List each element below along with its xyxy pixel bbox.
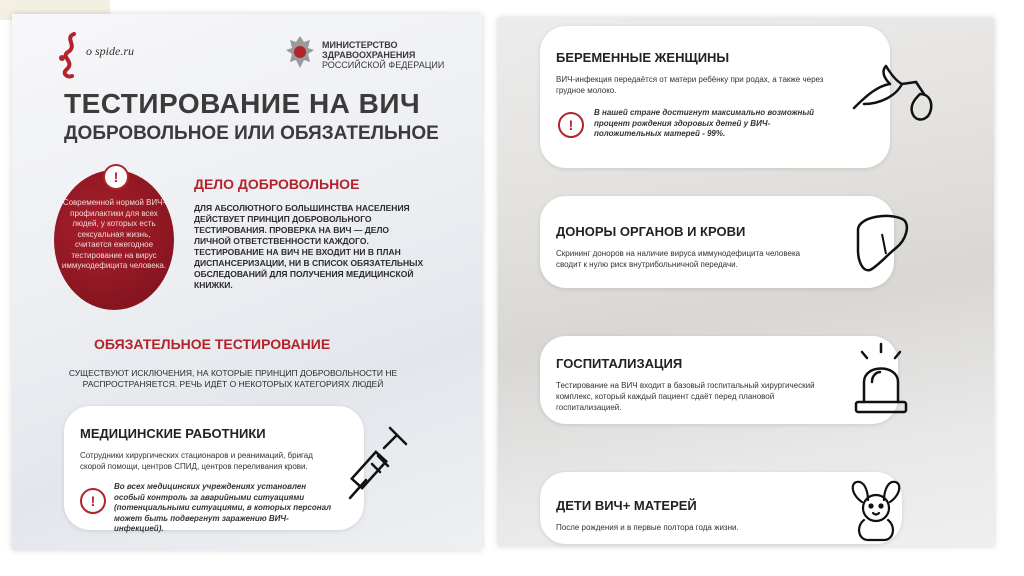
voluntary-heading: ДЕЛО ДОБРОВОЛЬНОЕ bbox=[194, 176, 360, 192]
card-note: Во всех медицинских учреждениях установлен особый контроль за аварийными ситуациями (потенциальными ситуациями, в которых персонал может быть подвергнут заражению ВИЧ-инфекцией). bbox=[114, 482, 332, 533]
card-body: Сотрудники хирургических стационаров и реанимаций, бригад скорой помощи, центров СПИД, центров переливания крови. bbox=[80, 451, 313, 471]
card-title: БЕРЕМЕННЫЕ ЖЕНЩИНЫ bbox=[556, 50, 730, 65]
bunny-toy-icon bbox=[846, 474, 906, 544]
voluntary-text: ДЛЯ АБСОЛЮТНОГО БОЛЬШИНСТВА НАСЕЛЕНИЯ ДЕЙСТВУЕТ ПРИНЦИП ДОБРОВОЛЬНОГО ТЕСТИРОВАНИЯ. ПРОВЕРКА НА ВИЧ — ДЕЛО ЛИЧНОЙ ОТВЕТСТВЕННОСТИ КАЖДОГО. ТЕСТИРОВАНИЕ НА ВИЧ НЕ ВХОДИТ НИ В ПЛАН ДИСПАНСЕРИЗАЦИИ, НИ В СПИСОК ОБЯЗАТЕЛЬНЫХ ОБСЛЕДОВАНИЙ ДЛЯ ПОЛУЧЕНИЯ МЕДИЦИНСКОЙ КНИЖКИ. bbox=[194, 203, 424, 290]
emblem-icon bbox=[284, 34, 316, 70]
siren-icon bbox=[852, 342, 910, 418]
card-title: ГОСПИТАЛИЗАЦИЯ bbox=[556, 356, 683, 371]
card-body: ВИЧ-инфекция передаётся от матери ребёнку при родах, а также через грудное молоко. bbox=[556, 75, 824, 95]
logo-icon bbox=[56, 32, 86, 80]
ministry-line-2: ЗДРАВООХРАНЕНИЯ bbox=[322, 50, 416, 60]
ministry-line-3: РОССИЙСКОЙ ФЕДЕРАЦИИ bbox=[322, 60, 445, 70]
mandatory-heading: ОБЯЗАТЕЛЬНОЕ ТЕСТИРОВАНИЕ bbox=[94, 336, 331, 352]
donors-card bbox=[540, 196, 894, 288]
page-title: ТЕСТИРОВАНИЕ НА ВИЧ bbox=[64, 88, 421, 119]
ministry-name bbox=[322, 40, 444, 70]
hospitalization-card bbox=[540, 336, 898, 424]
exclamation-icon: ! bbox=[103, 164, 129, 190]
page-subtitle: ДОБРОВОЛЬНОЕ ИЛИ ОБЯЗАТЕЛЬНОЕ bbox=[64, 123, 439, 144]
card-body: После рождения и в первые полтора года жизни. bbox=[556, 523, 739, 532]
card-title: ДЕТИ ВИЧ+ МАТЕРЕЙ bbox=[556, 498, 697, 513]
card-body: Скрининг доноров на наличие вируса иммунодефицита человека сводит к нулю риск внутрибольничной передачи. bbox=[556, 249, 801, 269]
exclamation-icon: ! bbox=[80, 488, 106, 514]
exclamation-icon: ! bbox=[558, 112, 584, 138]
card-title: МЕДИЦИНСКИЕ РАБОТНИКИ bbox=[80, 426, 266, 441]
circle-text: Современной нормой ВИЧ-профилактики для всех людей, у которых есть сексуальная жизнь, считается ежегодное тестирование на вирус иммунодефицита человека. bbox=[61, 198, 167, 270]
syringe-icon bbox=[344, 422, 414, 502]
medical-workers-card bbox=[64, 406, 364, 533]
card-note: В нашей стране достигнут максимально возможный процент рождения здоровых детей у ВИЧ-положительных матерей - 99%. bbox=[594, 108, 815, 138]
card-title: ДОНОРЫ ОРГАНОВ И КРОВИ bbox=[556, 224, 746, 239]
pregnant-card bbox=[540, 26, 890, 168]
ministry-line-1: МИНИСТЕРСТВО bbox=[322, 40, 398, 50]
logo-text: o spide.ru bbox=[86, 44, 134, 58]
card-body: Тестирование на ВИЧ входит в базовый госпитальный хирургический комплекс, который каждый пациент сдаёт перед плановой госпитализацией. bbox=[556, 381, 815, 412]
stork-icon bbox=[850, 64, 936, 126]
liver-icon bbox=[852, 210, 912, 274]
mandatory-text: СУЩЕСТВУЮТ ИСКЛЮЧЕНИЯ, НА КОТОРЫЕ ПРИНЦИП ДОБРОВОЛЬНОСТИ НЕ РАСПРОСТРАНЯЕТСЯ. РЕЧЬ ИДЁТ О НЕКОТОРЫХ КАТЕГОРИЯХ ЛЮДЕЙ bbox=[68, 368, 398, 389]
